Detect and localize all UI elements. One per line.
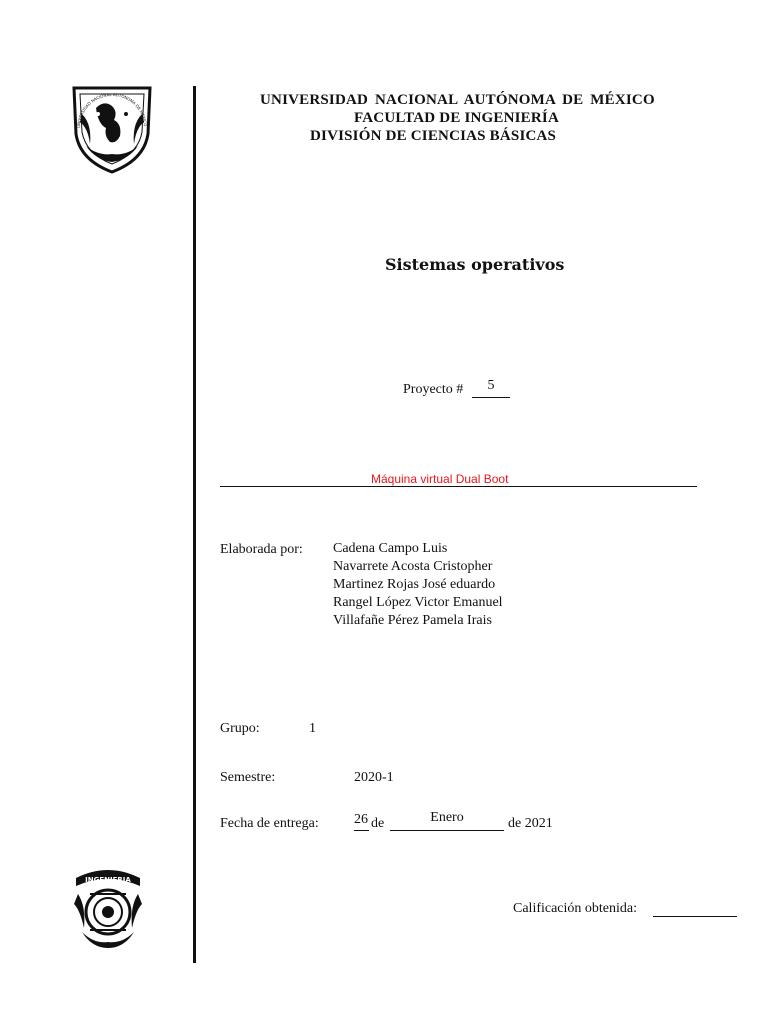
delivery-date-label: Fecha de entrega:: [220, 816, 319, 831]
author-name: Cadena Campo Luis: [333, 541, 448, 556]
delivery-day-field: 26: [354, 812, 369, 831]
division-name: DIVISIÓN DE CIENCIAS BÁSICAS: [310, 128, 557, 144]
engineering-faculty-seal-icon: [68, 858, 148, 950]
date-connector: de: [371, 816, 385, 831]
seal-bottom-text: INGENIERIA: [85, 876, 131, 884]
prepared-by-label: Elaborada por:: [220, 542, 303, 557]
delivery-year-text: [508, 816, 553, 832]
grade-field: [653, 900, 737, 917]
author-name: Martinez Rojas José eduardo: [333, 577, 496, 592]
subject-title: Sistemas operativos: [385, 255, 565, 274]
author-name: Navarrete Acosta Cristopher: [333, 559, 493, 574]
group-value: 1: [309, 721, 316, 736]
project-label: Proyecto #: [403, 382, 464, 397]
author-name: Villafañe Pérez Pamela Irais: [333, 613, 492, 628]
semester-value: 2020-1: [354, 770, 394, 785]
group-label: Grupo:: [220, 721, 260, 736]
grade-label: Calificación obtenida:: [513, 901, 638, 916]
delivery-year: 2021: [524, 816, 553, 831]
unam-seal-icon: [68, 84, 156, 176]
seal-top-text: UNIVERSIDAD NACIONAL AUTONOMA DE MEXICO: [75, 91, 148, 129]
project-title: Máquina virtual Dual Boot: [371, 472, 509, 486]
author-name: Rangel López Victor Emanuel: [333, 595, 503, 610]
university-name: UNIVERSIDAD NACIONAL AUTÓNOMA DE MÉXICO: [260, 92, 655, 108]
vertical-rule: [193, 86, 196, 963]
project-number-field: 5: [472, 378, 510, 398]
delivery-month-field: Enero: [390, 810, 504, 831]
date-connector: de: [508, 816, 522, 831]
faculty-name: FACULTAD DE INGENIERÍA: [354, 110, 559, 126]
authors-list: [333, 540, 503, 630]
semester-label: Semestre:: [220, 770, 276, 785]
